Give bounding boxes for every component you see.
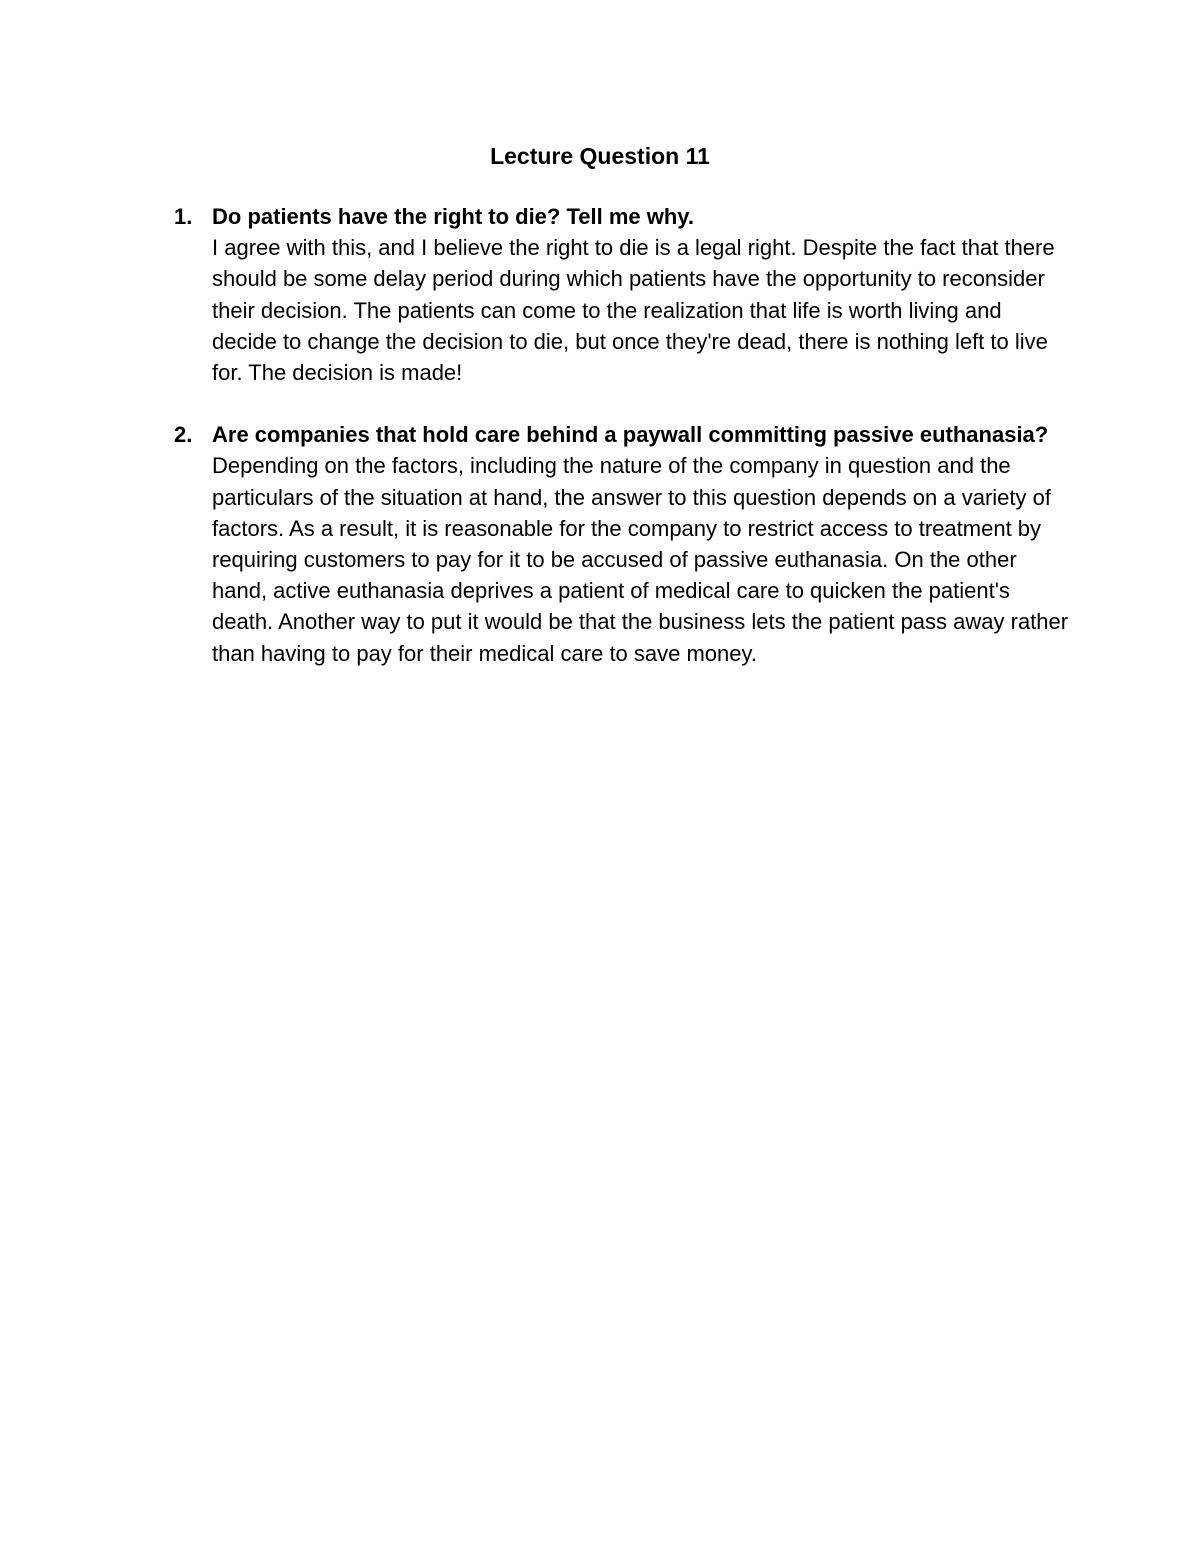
question-text: Are companies that hold care behind a paywall committing passive euthanasia? [212, 422, 1049, 448]
answer-text: I agree with this, and I believe the right to die is a legal right. Despite the fact that there should be some delay period during which patients have the opportunity to reconsider their decision. The patients can come to the realization that life is worth living and decide to change the decision to die, but once they're dead, there is nothing left to live for. The decision is made! [212, 235, 1055, 386]
question-item-1 [0, 201, 1200, 388]
question-text: Do patients have the right to die? Tell me why. [212, 204, 695, 229]
question-body [212, 201, 1072, 388]
answer-text: Depending on the factors, including the nature of the company in question and the particulars of the situation at hand, the answer to this question depends on a variety of factors. As a result, it is reasonable for the company to restrict access to treatment by requiring customers to pay for it to be accused of passive euthanasia. On the other hand, active euthanasia deprives a patient of medical care to quicken the patient's death. Another way to put it would be that the business lets the patient pass away rather than having to pay for their medical care to save money. [212, 453, 1069, 666]
question-body [212, 419, 1072, 669]
page-title: Lecture Question 11 [490, 143, 710, 169]
question-number: 2. [174, 422, 193, 448]
question-list [0, 201, 1200, 700]
question-number: 1. [174, 204, 193, 229]
question-item-2 [0, 419, 1200, 669]
